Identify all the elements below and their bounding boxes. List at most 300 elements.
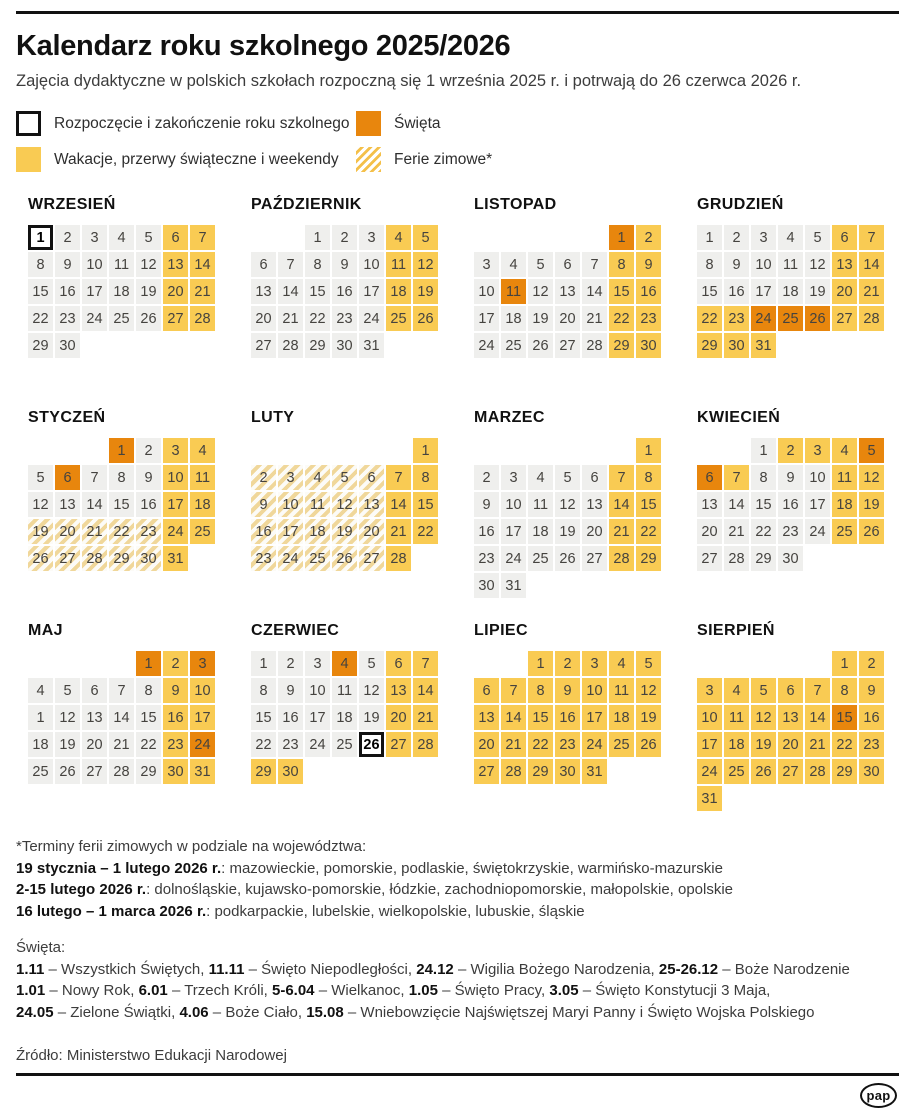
holidays-note-line: 24.05 – Zielone Świątki, 4.06 – Boże Ciało, 15.08 – Wniebowzięcie Najświętszej Maryi Panny i Święto Wojska Polskiego [16, 1003, 815, 1021]
day-cell-sierpien-25: 25 [724, 759, 749, 784]
winter-break-note-line: 16 lutego – 1 marca 2026 r.: podkarpackie, lubelskie, wielkopolskie, lubuskie, śląskie [16, 902, 585, 920]
day-cell-kwiecien-18: 18 [832, 492, 857, 517]
day-empty [332, 438, 357, 463]
month-kwiecien [697, 409, 884, 601]
day-cell-czerwiec-17: 17 [305, 705, 330, 730]
day-cell-maj-27: 27 [82, 759, 107, 784]
day-cell-grudzien-5: 5 [805, 225, 830, 250]
day-cell-kwiecien-7: 7 [724, 465, 749, 490]
day-cell-grudzien-13: 13 [832, 252, 857, 277]
day-cell-kwiecien-17: 17 [805, 492, 830, 517]
day-cell-maj-24: 24 [190, 732, 215, 757]
day-cell-lipiec-17: 17 [582, 705, 607, 730]
day-cell-kwiecien-14: 14 [724, 492, 749, 517]
day-cell-marzec-19: 19 [555, 519, 580, 544]
day-cell-listopad-7: 7 [582, 252, 607, 277]
month-days-sierpien [697, 651, 884, 811]
day-cell-marzec-31: 31 [501, 573, 526, 598]
day-empty [778, 651, 803, 676]
month-sierpien [697, 622, 884, 814]
day-cell-kwiecien-9: 9 [778, 465, 803, 490]
day-cell-marzec-23: 23 [474, 546, 499, 571]
day-cell-styczen-29: 29 [109, 546, 134, 571]
day-cell-luty-8: 8 [413, 465, 438, 490]
day-cell-pazdziernik-27: 27 [251, 333, 276, 358]
day-cell-wrzesien-9: 9 [55, 252, 80, 277]
day-cell-czerwiec-19: 19 [359, 705, 384, 730]
day-cell-maj-25: 25 [28, 759, 53, 784]
day-cell-pazdziernik-7: 7 [278, 252, 303, 277]
day-cell-maj-3: 3 [190, 651, 215, 676]
day-cell-luty-10: 10 [278, 492, 303, 517]
day-cell-wrzesien-8: 8 [28, 252, 53, 277]
day-cell-styczen-31: 31 [163, 546, 188, 571]
bottom-divider [16, 1073, 899, 1076]
month-title-sierpien: SIERPIEŃ [697, 622, 775, 639]
day-cell-maj-28: 28 [109, 759, 134, 784]
day-empty [305, 438, 330, 463]
day-cell-pazdziernik-26: 26 [413, 306, 438, 331]
month-title-luty: LUTY [251, 409, 295, 426]
day-cell-grudzien-22: 22 [697, 306, 722, 331]
day-cell-lipiec-29: 29 [528, 759, 553, 784]
day-cell-kwiecien-24: 24 [805, 519, 830, 544]
day-cell-grudzien-29: 29 [697, 333, 722, 358]
day-cell-lipiec-21: 21 [501, 732, 526, 757]
day-cell-lipiec-18: 18 [609, 705, 634, 730]
day-cell-maj-22: 22 [136, 732, 161, 757]
day-empty [474, 651, 499, 676]
day-empty [501, 438, 526, 463]
day-cell-pazdziernik-12: 12 [413, 252, 438, 277]
day-cell-listopad-14: 14 [582, 279, 607, 304]
month-days-listopad [474, 225, 661, 358]
day-cell-luty-13: 13 [359, 492, 384, 517]
day-cell-maj-9: 9 [163, 678, 188, 703]
day-cell-listopad-27: 27 [555, 333, 580, 358]
month-czerwiec [251, 622, 438, 814]
day-cell-czerwiec-26: 26 [359, 732, 384, 757]
day-cell-lipiec-22: 22 [528, 732, 553, 757]
holidays-note-line: 1.11 – Wszystkich Świętych, 11.11 – Święto Niepodległości, 24.12 – Wigilia Bożego Narodzenia, 25-26.12 – Boże Narodzenie [16, 960, 850, 978]
day-cell-styczen-19: 19 [28, 519, 53, 544]
day-cell-kwiecien-10: 10 [805, 465, 830, 490]
day-cell-czerwiec-3: 3 [305, 651, 330, 676]
day-cell-pazdziernik-18: 18 [386, 279, 411, 304]
day-cell-kwiecien-4: 4 [832, 438, 857, 463]
legend-label: Wakacje, przerwy świąteczne i weekendy [54, 150, 339, 168]
logo-row [16, 1083, 899, 1108]
day-cell-wrzesien-21: 21 [190, 279, 215, 304]
day-cell-luty-17: 17 [278, 519, 303, 544]
day-cell-luty-1: 1 [413, 438, 438, 463]
day-cell-wrzesien-18: 18 [109, 279, 134, 304]
day-cell-marzec-30: 30 [474, 573, 499, 598]
month-title-kwiecien: KWIECIEŃ [697, 409, 781, 426]
day-cell-luty-25: 25 [305, 546, 330, 571]
day-empty [582, 438, 607, 463]
day-cell-czerwiec-9: 9 [278, 678, 303, 703]
day-cell-wrzesien-12: 12 [136, 252, 161, 277]
day-cell-listopad-12: 12 [528, 279, 553, 304]
day-cell-sierpien-17: 17 [697, 732, 722, 757]
day-cell-wrzesien-15: 15 [28, 279, 53, 304]
day-cell-luty-11: 11 [305, 492, 330, 517]
legend-label: Rozpoczęcie i zakończenie roku szkolnego [54, 114, 350, 132]
day-empty [805, 651, 830, 676]
day-empty [724, 438, 749, 463]
day-empty [528, 225, 553, 250]
day-cell-lipiec-30: 30 [555, 759, 580, 784]
day-cell-marzec-14: 14 [609, 492, 634, 517]
day-cell-czerwiec-20: 20 [386, 705, 411, 730]
day-cell-grudzien-7: 7 [859, 225, 884, 250]
month-days-luty [251, 438, 438, 571]
day-cell-lipiec-6: 6 [474, 678, 499, 703]
day-cell-luty-22: 22 [413, 519, 438, 544]
day-cell-sierpien-12: 12 [751, 705, 776, 730]
day-cell-czerwiec-22: 22 [251, 732, 276, 757]
day-cell-marzec-10: 10 [501, 492, 526, 517]
day-cell-listopad-11: 11 [501, 279, 526, 304]
day-cell-lipiec-15: 15 [528, 705, 553, 730]
day-cell-styczen-15: 15 [109, 492, 134, 517]
day-cell-czerwiec-5: 5 [359, 651, 384, 676]
day-cell-czerwiec-15: 15 [251, 705, 276, 730]
day-cell-lipiec-9: 9 [555, 678, 580, 703]
day-cell-kwiecien-13: 13 [697, 492, 722, 517]
day-cell-maj-23: 23 [163, 732, 188, 757]
day-cell-styczen-7: 7 [82, 465, 107, 490]
month-title-marzec: MARZEC [474, 409, 545, 426]
month-days-czerwiec [251, 651, 438, 784]
day-cell-grudzien-4: 4 [778, 225, 803, 250]
day-cell-kwiecien-8: 8 [751, 465, 776, 490]
day-cell-listopad-18: 18 [501, 306, 526, 331]
day-cell-czerwiec-14: 14 [413, 678, 438, 703]
day-cell-maj-29: 29 [136, 759, 161, 784]
day-empty [697, 438, 722, 463]
day-cell-listopad-22: 22 [609, 306, 634, 331]
day-cell-sierpien-26: 26 [751, 759, 776, 784]
day-cell-grudzien-24: 24 [751, 306, 776, 331]
month-days-maj [28, 651, 215, 784]
day-empty [359, 438, 384, 463]
day-cell-marzec-11: 11 [528, 492, 553, 517]
day-cell-grudzien-16: 16 [724, 279, 749, 304]
day-cell-lipiec-31: 31 [582, 759, 607, 784]
day-empty [82, 651, 107, 676]
day-cell-czerwiec-6: 6 [386, 651, 411, 676]
day-empty [55, 438, 80, 463]
month-days-kwiecien [697, 438, 884, 571]
month-maj [28, 622, 215, 814]
holidays-note-line: 1.01 – Nowy Rok, 6.01 – Trzech Króli, 5-6.04 – Wielkanoc, 1.05 – Święto Pracy, 3.05 – Święto Konstytucji 3 Maja, [16, 982, 771, 999]
day-cell-czerwiec-13: 13 [386, 678, 411, 703]
day-cell-maj-16: 16 [163, 705, 188, 730]
day-cell-maj-18: 18 [28, 732, 53, 757]
day-cell-maj-4: 4 [28, 678, 53, 703]
month-luty [251, 409, 438, 601]
day-cell-marzec-12: 12 [555, 492, 580, 517]
day-cell-lipiec-8: 8 [528, 678, 553, 703]
day-empty [724, 651, 749, 676]
day-cell-lipiec-23: 23 [555, 732, 580, 757]
day-cell-wrzesien-19: 19 [136, 279, 161, 304]
day-cell-grudzien-12: 12 [805, 252, 830, 277]
day-cell-czerwiec-7: 7 [413, 651, 438, 676]
day-cell-styczen-17: 17 [163, 492, 188, 517]
month-days-wrzesien [28, 225, 215, 358]
day-cell-grudzien-28: 28 [859, 306, 884, 331]
month-title-lipiec: LIPIEC [474, 622, 528, 639]
day-cell-wrzesien-2: 2 [55, 225, 80, 250]
legend-item-holidays [356, 111, 899, 136]
day-cell-styczen-26: 26 [28, 546, 53, 571]
day-cell-pazdziernik-4: 4 [386, 225, 411, 250]
day-cell-luty-28: 28 [386, 546, 411, 571]
day-cell-listopad-15: 15 [609, 279, 634, 304]
day-cell-styczen-25: 25 [190, 519, 215, 544]
legend-label: Święta [394, 114, 441, 132]
day-cell-pazdziernik-16: 16 [332, 279, 357, 304]
day-empty [555, 225, 580, 250]
legend [16, 111, 899, 172]
day-cell-czerwiec-1: 1 [251, 651, 276, 676]
day-cell-maj-19: 19 [55, 732, 80, 757]
holiday-swatch-icon [356, 111, 381, 136]
day-cell-listopad-19: 19 [528, 306, 553, 331]
day-cell-sierpien-29: 29 [832, 759, 857, 784]
day-cell-marzec-29: 29 [636, 546, 661, 571]
day-cell-pazdziernik-3: 3 [359, 225, 384, 250]
day-cell-grudzien-9: 9 [724, 252, 749, 277]
day-cell-czerwiec-24: 24 [305, 732, 330, 757]
day-cell-sierpien-9: 9 [859, 678, 884, 703]
day-cell-marzec-13: 13 [582, 492, 607, 517]
day-cell-luty-2: 2 [251, 465, 276, 490]
day-cell-grudzien-17: 17 [751, 279, 776, 304]
day-cell-styczen-27: 27 [55, 546, 80, 571]
day-cell-czerwiec-10: 10 [305, 678, 330, 703]
day-cell-sierpien-3: 3 [697, 678, 722, 703]
day-cell-grudzien-31: 31 [751, 333, 776, 358]
day-cell-kwiecien-3: 3 [805, 438, 830, 463]
day-cell-maj-10: 10 [190, 678, 215, 703]
winter-break-note-line: 19 stycznia – 1 lutego 2026 r.: mazowieckie, pomorskie, podlaskie, świętokrzyskie, warmińsko-mazurskie [16, 859, 723, 877]
day-cell-maj-14: 14 [109, 705, 134, 730]
day-cell-maj-11: 1 [28, 705, 53, 730]
day-cell-listopad-2: 2 [636, 225, 661, 250]
day-cell-czerwiec-29: 29 [251, 759, 276, 784]
day-cell-marzec-15: 15 [636, 492, 661, 517]
month-title-maj: MAJ [28, 622, 63, 639]
legend-item-weekends [16, 147, 356, 172]
month-wrzesien [28, 196, 215, 388]
day-cell-styczen-24: 24 [163, 519, 188, 544]
day-cell-marzec-9: 9 [474, 492, 499, 517]
day-cell-wrzesien-1: 1 [28, 225, 53, 250]
day-cell-kwiecien-28: 28 [724, 546, 749, 571]
weekend-swatch-icon [16, 147, 41, 172]
day-cell-grudzien-1: 1 [697, 225, 722, 250]
day-cell-kwiecien-5: 5 [859, 438, 884, 463]
day-cell-czerwiec-30: 30 [278, 759, 303, 784]
day-cell-maj-2: 2 [163, 651, 188, 676]
day-cell-listopad-30: 30 [636, 333, 661, 358]
outline-swatch-icon [16, 111, 41, 136]
day-empty [751, 651, 776, 676]
day-cell-czerwiec-25: 25 [332, 732, 357, 757]
day-cell-luty-23: 23 [251, 546, 276, 571]
day-cell-marzec-6: 6 [582, 465, 607, 490]
day-cell-styczen-20: 20 [55, 519, 80, 544]
day-cell-pazdziernik-25: 25 [386, 306, 411, 331]
day-cell-luty-14: 14 [386, 492, 411, 517]
day-cell-grudzien-8: 8 [697, 252, 722, 277]
day-cell-lipiec-28: 28 [501, 759, 526, 784]
day-cell-listopad-6: 6 [555, 252, 580, 277]
day-cell-kwiecien-19: 19 [859, 492, 884, 517]
month-days-grudzien [697, 225, 884, 358]
day-cell-kwiecien-15: 15 [751, 492, 776, 517]
day-cell-wrzesien-5: 5 [136, 225, 161, 250]
day-cell-marzec-4: 4 [528, 465, 553, 490]
day-cell-wrzesien-10: 10 [82, 252, 107, 277]
day-cell-maj-13: 13 [82, 705, 107, 730]
day-cell-czerwiec-18: 18 [332, 705, 357, 730]
day-cell-wrzesien-6: 6 [163, 225, 188, 250]
day-cell-luty-19: 19 [332, 519, 357, 544]
day-empty [55, 651, 80, 676]
month-listopad [474, 196, 661, 388]
day-cell-styczen-10: 10 [163, 465, 188, 490]
day-cell-sierpien-21: 21 [805, 732, 830, 757]
day-cell-marzec-20: 20 [582, 519, 607, 544]
day-cell-maj-30: 30 [163, 759, 188, 784]
legend-item-school-year [16, 111, 356, 136]
day-empty [609, 438, 634, 463]
day-cell-kwiecien-20: 20 [697, 519, 722, 544]
page-title: Kalendarz roku szkolnego 2025/2026 [16, 30, 511, 62]
day-cell-styczen-4: 4 [190, 438, 215, 463]
day-cell-grudzien-14: 14 [859, 252, 884, 277]
day-cell-wrzesien-28: 28 [190, 306, 215, 331]
day-cell-listopad-4: 4 [501, 252, 526, 277]
day-cell-styczen-30: 30 [136, 546, 161, 571]
day-cell-luty-5: 5 [332, 465, 357, 490]
day-cell-listopad-28: 28 [582, 333, 607, 358]
day-cell-czerwiec-28: 28 [413, 732, 438, 757]
day-cell-wrzesien-11: 11 [109, 252, 134, 277]
day-cell-marzec-28: 28 [609, 546, 634, 571]
day-cell-grudzien-19: 19 [805, 279, 830, 304]
day-cell-sierpien-27: 27 [778, 759, 803, 784]
day-empty [278, 438, 303, 463]
day-cell-luty-18: 18 [305, 519, 330, 544]
day-empty [501, 225, 526, 250]
day-cell-luty-27: 27 [359, 546, 384, 571]
day-cell-listopad-1: 1 [609, 225, 634, 250]
day-cell-kwiecien-11: 11 [832, 465, 857, 490]
day-cell-sierpien-16: 16 [859, 705, 884, 730]
day-cell-kwiecien-2: 2 [778, 438, 803, 463]
day-cell-listopad-20: 20 [555, 306, 580, 331]
day-cell-listopad-26: 26 [528, 333, 553, 358]
day-cell-pazdziernik-19: 19 [413, 279, 438, 304]
day-cell-sierpien-20: 20 [778, 732, 803, 757]
day-cell-listopad-8: 8 [609, 252, 634, 277]
day-cell-kwiecien-22: 22 [751, 519, 776, 544]
day-cell-marzec-3: 3 [501, 465, 526, 490]
day-cell-luty-20: 20 [359, 519, 384, 544]
day-cell-sierpien-18: 18 [724, 732, 749, 757]
day-empty [251, 438, 276, 463]
day-cell-styczen-21: 21 [82, 519, 107, 544]
day-cell-maj-12: 12 [55, 705, 80, 730]
day-cell-grudzien-15: 15 [697, 279, 722, 304]
day-cell-grudzien-6: 6 [832, 225, 857, 250]
month-title-listopad: LISTOPAD [474, 196, 557, 213]
day-cell-grudzien-10: 10 [751, 252, 776, 277]
day-cell-maj-31: 31 [190, 759, 215, 784]
day-cell-sierpien-7: 7 [805, 678, 830, 703]
day-cell-marzec-16: 16 [474, 519, 499, 544]
month-days-marzec [474, 438, 661, 598]
day-empty [28, 651, 53, 676]
day-empty [474, 225, 499, 250]
day-cell-lipiec-20: 20 [474, 732, 499, 757]
day-cell-lipiec-26: 26 [636, 732, 661, 757]
legend-label: Ferie zimowe* [394, 150, 493, 168]
day-empty [109, 651, 134, 676]
day-cell-sierpien-14: 14 [805, 705, 830, 730]
day-cell-luty-15: 15 [413, 492, 438, 517]
day-cell-grudzien-21: 21 [859, 279, 884, 304]
day-cell-kwiecien-12: 12 [859, 465, 884, 490]
day-cell-wrzesien-26: 26 [136, 306, 161, 331]
day-cell-wrzesien-16: 16 [55, 279, 80, 304]
day-cell-marzec-7: 7 [609, 465, 634, 490]
day-cell-kwiecien-1: 1 [751, 438, 776, 463]
day-cell-maj-15: 15 [136, 705, 161, 730]
month-lipiec [474, 622, 661, 814]
day-empty [697, 651, 722, 676]
day-cell-czerwiec-27: 27 [386, 732, 411, 757]
day-cell-listopad-3: 3 [474, 252, 499, 277]
day-cell-wrzesien-4: 4 [109, 225, 134, 250]
month-title-grudzien: GRUDZIEŃ [697, 196, 784, 213]
day-cell-luty-3: 3 [278, 465, 303, 490]
day-cell-styczen-28: 28 [82, 546, 107, 571]
day-cell-pazdziernik-14: 14 [278, 279, 303, 304]
day-cell-sierpien-8: 8 [832, 678, 857, 703]
day-cell-lipiec-12: 12 [636, 678, 661, 703]
winter-break-notes [16, 836, 899, 922]
day-cell-listopad-23: 23 [636, 306, 661, 331]
winter-break-note-line: 2-15 lutego 2026 r.: dolnośląskie, kujawsko-pomorskie, łódzkie, zachodniopomorskie, małopolskie, opolskie [16, 881, 734, 898]
day-cell-pazdziernik-8: 8 [305, 252, 330, 277]
day-cell-marzec-18: 18 [528, 519, 553, 544]
day-cell-sierpien-31: 31 [697, 786, 722, 811]
day-cell-listopad-17: 17 [474, 306, 499, 331]
day-cell-wrzesien-3: 3 [82, 225, 107, 250]
day-cell-pazdziernik-5: 5 [413, 225, 438, 250]
day-cell-listopad-25: 25 [501, 333, 526, 358]
day-empty [386, 438, 411, 463]
month-days-lipiec [474, 651, 661, 784]
day-cell-sierpien-15: 15 [832, 705, 857, 730]
